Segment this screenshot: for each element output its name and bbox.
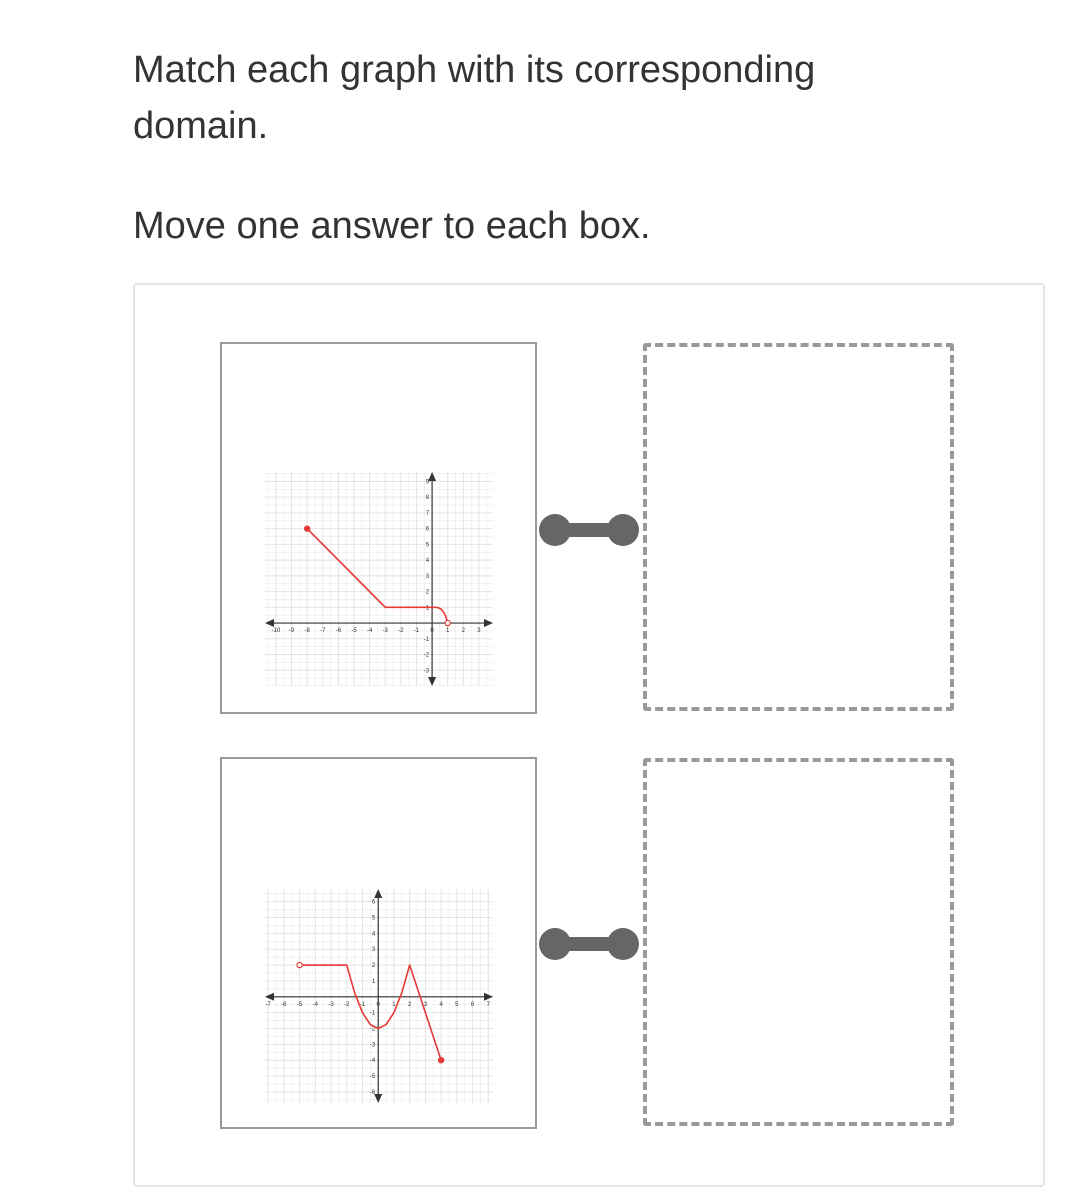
y-tick-label: 2 bbox=[425, 589, 430, 596]
open-endpoint bbox=[297, 962, 302, 967]
x-tick-label: 0 bbox=[376, 1001, 380, 1008]
y-tick-label: -6 bbox=[369, 1089, 376, 1096]
y-tick-label: 3 bbox=[371, 947, 376, 954]
question-instruction: Move one answer to each box. bbox=[133, 205, 651, 247]
x-tick-label: -1 bbox=[413, 628, 420, 635]
x-tick-label: 4 bbox=[439, 1001, 443, 1008]
open-endpoint bbox=[445, 620, 450, 625]
graph-card-1[interactable] bbox=[220, 342, 537, 714]
y-tick-label: 3 bbox=[425, 573, 430, 580]
y-axis-arrow bbox=[374, 889, 382, 898]
y-tick-label: -1 bbox=[423, 636, 430, 643]
y-tick-label: 1 bbox=[425, 605, 430, 612]
x-tick-label: -7 bbox=[265, 1001, 271, 1008]
x-tick-label: -3 bbox=[382, 628, 388, 635]
x-tick-label: 3 bbox=[423, 1001, 428, 1008]
x-tick-label: 2 bbox=[407, 1001, 412, 1008]
y-tick-label: 5 bbox=[371, 915, 376, 922]
y-tick-label: 5 bbox=[425, 542, 430, 549]
x-tick-label: -2 bbox=[344, 1001, 350, 1008]
x-tick-label: -6 bbox=[335, 628, 342, 635]
x-tick-label: -2 bbox=[398, 628, 404, 635]
y-axis-arrow bbox=[428, 677, 436, 686]
drop-box-2[interactable] bbox=[643, 758, 954, 1126]
y-axis-arrow bbox=[374, 1094, 382, 1103]
x-tick-label: -5 bbox=[351, 628, 357, 635]
x-tick-label: -5 bbox=[296, 1001, 303, 1008]
y-tick-label: 6 bbox=[425, 526, 430, 533]
x-tick-label: -4 bbox=[366, 628, 373, 635]
closed-endpoint bbox=[305, 526, 310, 531]
closed-endpoint bbox=[439, 1058, 444, 1063]
x-tick-label: -4 bbox=[312, 1001, 318, 1008]
y-tick-label: -5 bbox=[369, 1074, 376, 1081]
connector-2 bbox=[538, 927, 640, 961]
y-tick-label: 1 bbox=[371, 978, 376, 985]
x-tick-label: 1 bbox=[446, 628, 450, 635]
x-axis-arrow bbox=[484, 619, 493, 627]
x-axis-arrow bbox=[265, 619, 274, 627]
y-tick-label: 4 bbox=[371, 931, 376, 938]
y-tick-label: 8 bbox=[425, 495, 430, 502]
x-tick-label: 0 bbox=[430, 628, 434, 635]
y-tick-label: 7 bbox=[425, 510, 430, 517]
y-tick-label: -4 bbox=[369, 1058, 376, 1065]
y-tick-label: 2 bbox=[371, 963, 376, 970]
x-tick-label: -7 bbox=[320, 628, 326, 635]
connector-1 bbox=[538, 513, 640, 547]
graph-1-plot bbox=[265, 472, 493, 686]
y-tick-label: -2 bbox=[369, 1026, 376, 1033]
y-tick-label: 4 bbox=[425, 558, 430, 565]
x-tick-label: 7 bbox=[486, 1001, 490, 1008]
y-tick-label: 9 bbox=[425, 479, 430, 486]
x-tick-label: -1 bbox=[359, 1001, 366, 1008]
y-tick-label: -2 bbox=[423, 652, 430, 659]
x-tick-label: 5 bbox=[455, 1001, 459, 1008]
x-tick-label: 1 bbox=[392, 1001, 396, 1008]
y-tick-label: 6 bbox=[371, 899, 376, 906]
x-tick-label: -9 bbox=[288, 628, 295, 635]
x-tick-label: -8 bbox=[304, 628, 310, 635]
y-tick-label: -1 bbox=[369, 1010, 376, 1017]
x-tick-label: -10 bbox=[271, 628, 281, 635]
graph-card-2[interactable] bbox=[220, 757, 537, 1129]
x-tick-label: 6 bbox=[470, 1001, 475, 1008]
x-tick-label: 3 bbox=[477, 628, 481, 635]
x-tick-label: 2 bbox=[461, 628, 466, 635]
y-tick-label: -3 bbox=[423, 668, 430, 675]
x-tick-label: -6 bbox=[281, 1001, 287, 1008]
y-tick-label: -3 bbox=[369, 1042, 376, 1049]
x-tick-label: -3 bbox=[328, 1001, 334, 1008]
x-axis-arrow bbox=[265, 993, 274, 1001]
drop-box-1[interactable] bbox=[643, 343, 954, 711]
question-prompt: Match each graph with its corresponding domain. bbox=[133, 49, 816, 147]
graph-2-plot bbox=[265, 889, 493, 1103]
